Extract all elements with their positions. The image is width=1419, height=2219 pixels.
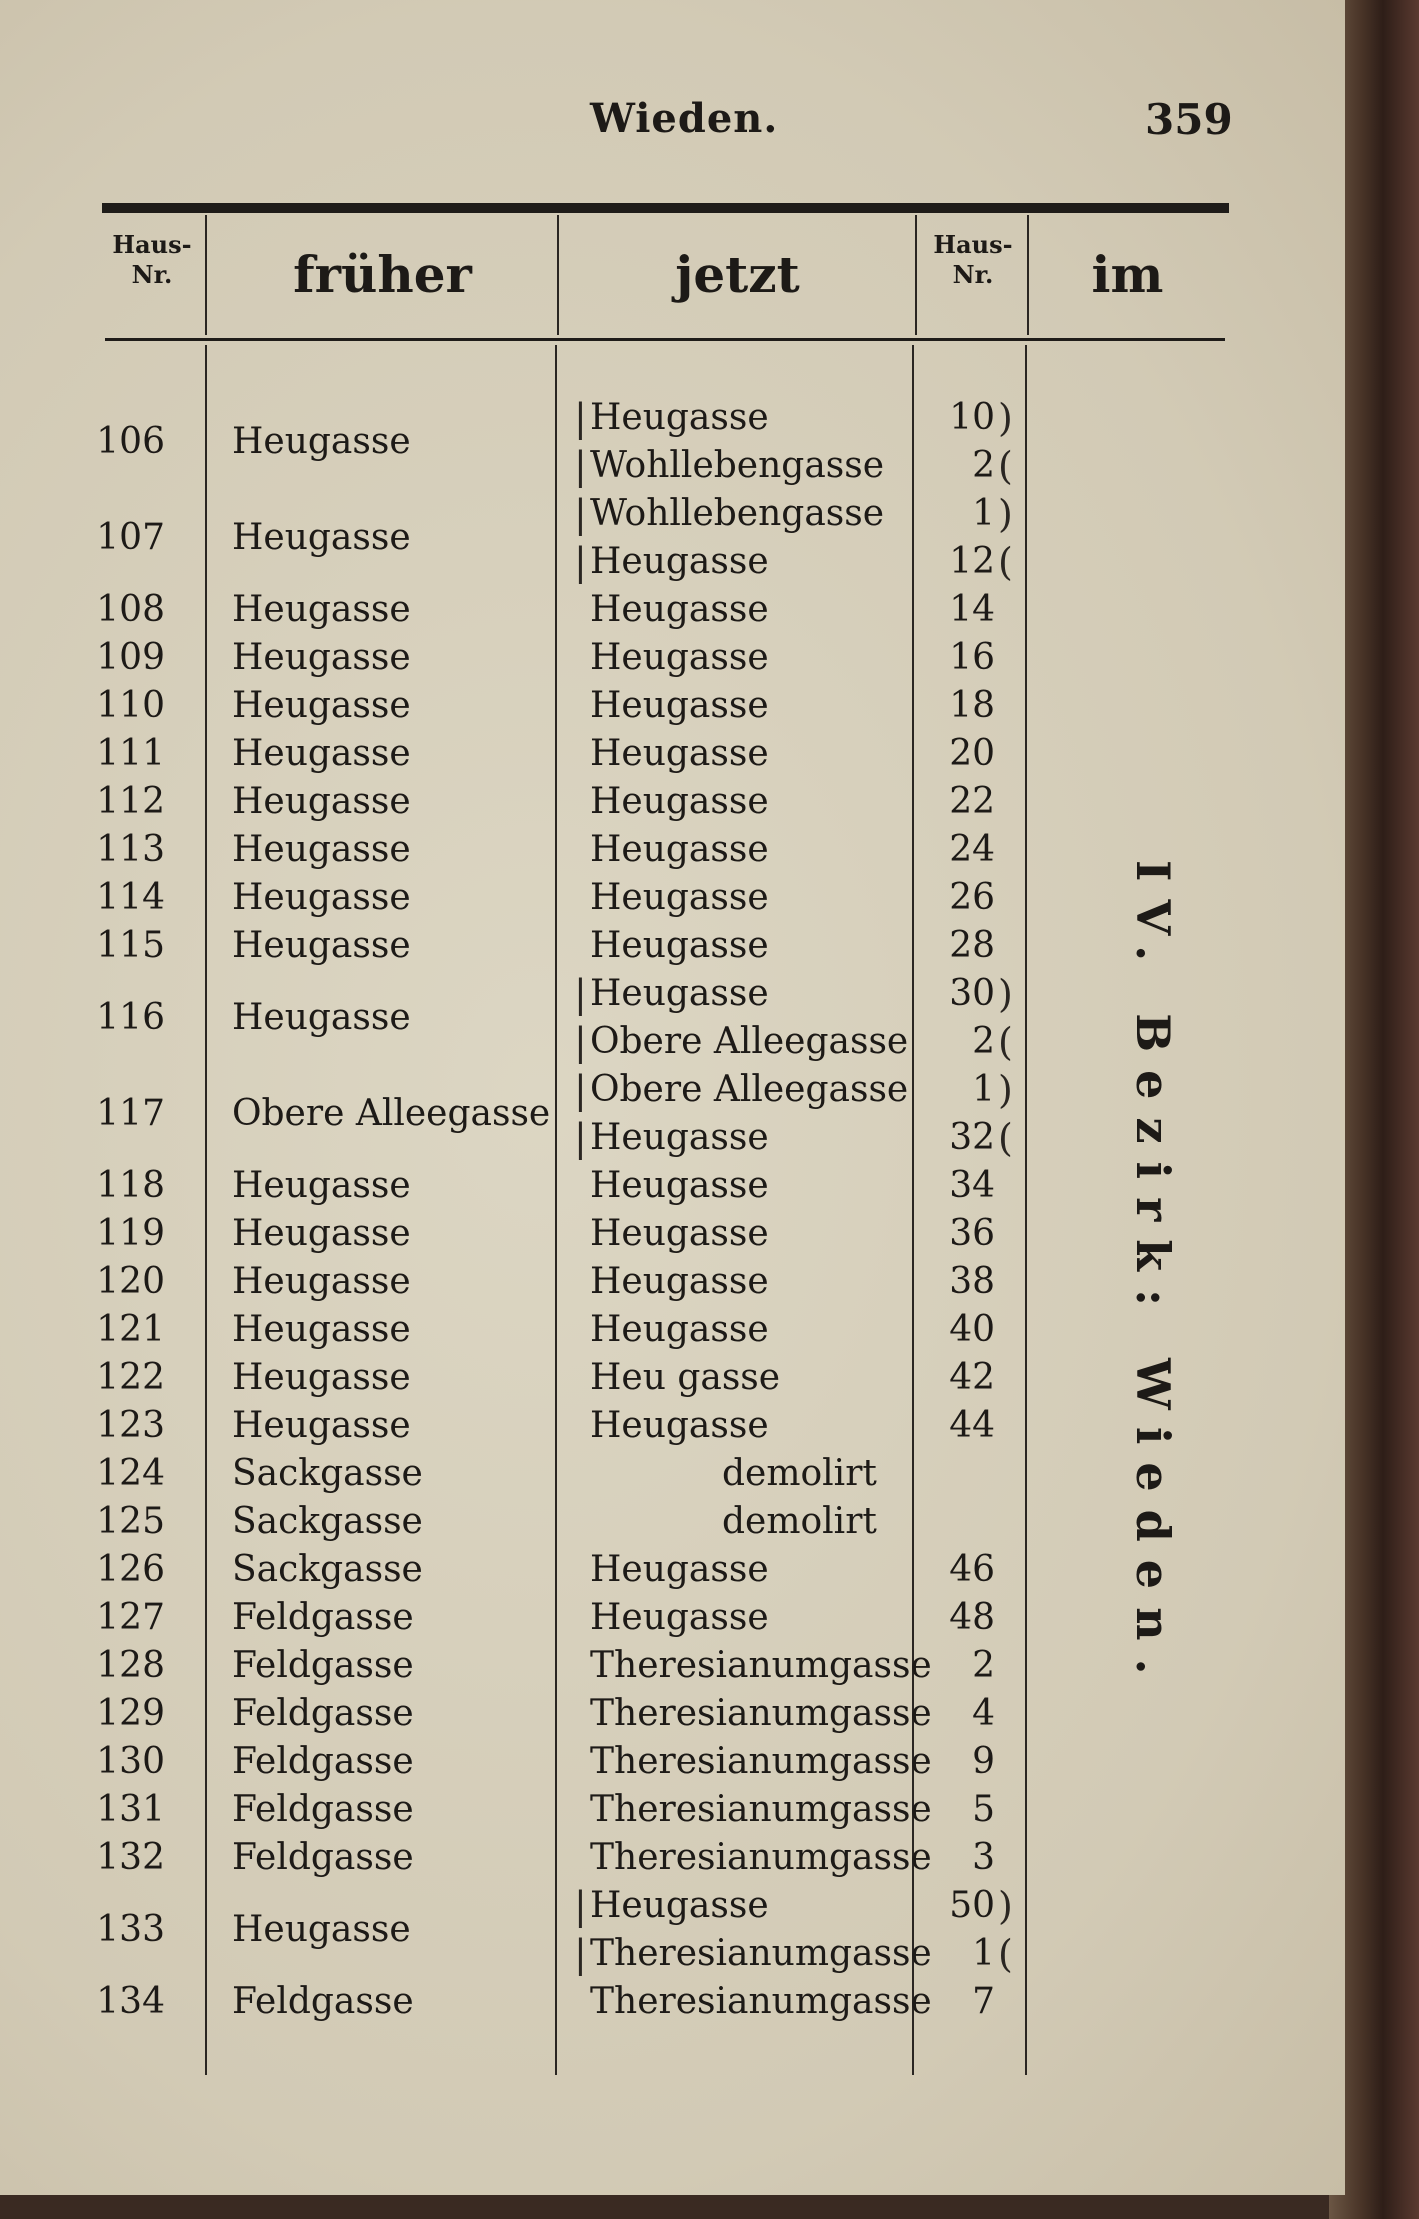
- row-number: 116: [96, 997, 165, 1038]
- row-number: 126: [96, 1549, 165, 1590]
- row-number: 118: [96, 1165, 165, 1206]
- new-street-name: Heugasse: [590, 1213, 769, 1254]
- old-street-name: Feldgasse: [232, 1597, 414, 1638]
- new-street-name: Heugasse: [590, 1885, 769, 1926]
- old-street-name: Heugasse: [232, 685, 411, 726]
- new-street-name: Heugasse: [590, 973, 769, 1014]
- old-street-name: Heugasse: [232, 1357, 411, 1398]
- bracket-left: |: [574, 540, 587, 584]
- row-number: 130: [96, 1741, 165, 1782]
- bracket-right: (: [998, 444, 1013, 488]
- new-street-name: Heugasse: [590, 637, 769, 678]
- row-number: 121: [96, 1309, 165, 1350]
- col-separator: [205, 215, 207, 335]
- row-number: 128: [96, 1645, 165, 1686]
- old-street-name: Heugasse: [232, 1909, 411, 1950]
- row-number: 117: [96, 1093, 165, 1134]
- new-house-number: 22: [949, 781, 995, 822]
- old-street-name: Heugasse: [232, 637, 411, 678]
- new-street-name: Heugasse: [590, 589, 769, 630]
- new-house-number: 10: [949, 397, 995, 438]
- old-street-name: Feldgasse: [232, 1789, 414, 1830]
- new-street-name: Heu gasse: [590, 1357, 781, 1398]
- new-house-number: 50: [949, 1885, 995, 1926]
- row-number: 132: [96, 1837, 165, 1878]
- running-title: Wieden.: [590, 95, 779, 142]
- row-number: 125: [96, 1501, 165, 1542]
- new-street-name: Heugasse: [590, 1549, 769, 1590]
- new-street-name: Heugasse: [590, 925, 769, 966]
- row-number: 112: [96, 781, 165, 822]
- col-header-nr-line2-right: Nr.: [952, 260, 994, 289]
- new-street-name: Theresianumgasse: [590, 1933, 932, 1974]
- old-street-name: Heugasse: [232, 589, 411, 630]
- new-house-number: 1: [972, 1069, 995, 1110]
- bracket-left: |: [574, 396, 587, 440]
- new-street-name: Heugasse: [590, 781, 769, 822]
- old-street-name: Heugasse: [232, 1261, 411, 1302]
- col-separator: [1025, 345, 1027, 2075]
- new-street-name: Theresianumgasse: [590, 1741, 932, 1782]
- new-street-name: Heugasse: [590, 877, 769, 918]
- bracket-left: |: [574, 1068, 587, 1112]
- row-number: 113: [96, 829, 165, 870]
- new-house-number: 9: [972, 1741, 995, 1782]
- old-street-name: Obere Alleegasse: [232, 1093, 551, 1134]
- new-street-name: Heugasse: [590, 1261, 769, 1302]
- new-street-name: Theresianumgasse: [590, 1693, 932, 1734]
- col-separator: [557, 215, 559, 335]
- bracket-right: ): [998, 396, 1013, 440]
- new-street-name: Heugasse: [590, 541, 769, 582]
- bracket-left: |: [574, 1116, 587, 1160]
- row-number: 108: [96, 589, 165, 630]
- new-street-name: Heugasse: [590, 685, 769, 726]
- new-house-number: 3: [972, 1837, 995, 1878]
- row-number: 119: [96, 1213, 165, 1254]
- new-house-number: 46: [949, 1549, 995, 1590]
- new-house-number: 2: [972, 445, 995, 486]
- new-house-number: 2: [972, 1645, 995, 1686]
- bracket-right: (: [998, 540, 1013, 584]
- old-street-name: Heugasse: [232, 829, 411, 870]
- header-rule: [105, 338, 1225, 341]
- new-street-name: Wohllebengasse: [590, 493, 885, 534]
- bracket-right: (: [998, 1020, 1013, 1064]
- row-number: 123: [96, 1405, 165, 1446]
- old-street-name: Heugasse: [232, 733, 411, 774]
- bracket-right: ): [998, 1884, 1013, 1928]
- col-header-haus-nr-left: [98, 230, 206, 290]
- row-number: 107: [96, 517, 165, 558]
- row-number: 114: [96, 877, 165, 918]
- new-house-number: 1: [972, 1933, 995, 1974]
- old-street-name: Feldgasse: [232, 1741, 414, 1782]
- bracket-left: |: [574, 1884, 587, 1928]
- bracket-left: |: [574, 444, 587, 488]
- old-street-name: Heugasse: [232, 925, 411, 966]
- new-house-number: 40: [949, 1309, 995, 1350]
- new-house-number: 30: [949, 973, 995, 1014]
- bracket-right: ): [998, 1068, 1013, 1112]
- row-number: 133: [96, 1909, 165, 1950]
- new-house-number: 38: [949, 1261, 995, 1302]
- page-number: 359: [1145, 95, 1233, 144]
- new-street-name: Heugasse: [590, 1117, 769, 1158]
- col-header-haus-line1-right: Haus-: [933, 230, 1013, 259]
- old-street-name: Heugasse: [232, 421, 411, 462]
- new-street-name: Theresianumgasse: [590, 1981, 932, 2022]
- new-house-number: 34: [949, 1165, 995, 1206]
- demolished-note: demolirt: [722, 1501, 877, 1542]
- top-rule: [102, 203, 1229, 213]
- row-number: 127: [96, 1597, 165, 1638]
- col-header-nr-line2: Nr.: [131, 260, 173, 289]
- bracket-right: (: [998, 1932, 1013, 1976]
- row-number: 109: [96, 637, 165, 678]
- old-street-name: Heugasse: [232, 997, 411, 1038]
- new-house-number: 32: [949, 1117, 995, 1158]
- old-street-name: Feldgasse: [232, 1693, 414, 1734]
- bracket-left: |: [574, 1932, 587, 1976]
- col-separator: [205, 345, 207, 2075]
- old-street-name: Feldgasse: [232, 1837, 414, 1878]
- col-header-im: im: [1091, 245, 1164, 304]
- row-number: 122: [96, 1357, 165, 1398]
- new-house-number: 7: [972, 1981, 995, 2022]
- new-house-number: 28: [949, 925, 995, 966]
- new-house-number: 12: [949, 541, 995, 582]
- new-street-name: Heugasse: [590, 1165, 769, 1206]
- new-house-number: 18: [949, 685, 995, 726]
- new-street-name: Heugasse: [590, 1405, 769, 1446]
- row-number: 106: [96, 421, 165, 462]
- new-house-number: 4: [972, 1693, 995, 1734]
- col-separator: [915, 215, 917, 335]
- old-street-name: Heugasse: [232, 877, 411, 918]
- bracket-right: (: [998, 1116, 1013, 1160]
- new-house-number: 2: [972, 1021, 995, 1062]
- new-house-number: 24: [949, 829, 995, 870]
- district-label: IV. Bezirk: Wieden.: [1126, 860, 1180, 1693]
- new-street-name: Theresianumgasse: [590, 1837, 932, 1878]
- col-header-haus-line1: Haus-: [112, 230, 192, 259]
- old-street-name: Heugasse: [232, 517, 411, 558]
- running-head: [0, 95, 1345, 155]
- bracket-left: |: [574, 1020, 587, 1064]
- col-separator: [555, 345, 557, 2075]
- row-number: 131: [96, 1789, 165, 1830]
- row-number: 120: [96, 1261, 165, 1302]
- new-house-number: 48: [949, 1597, 995, 1638]
- new-street-name: Wohllebengasse: [590, 445, 885, 486]
- row-number: 111: [96, 733, 165, 774]
- new-street-name: Heugasse: [590, 1309, 769, 1350]
- new-street-name: Theresianumgasse: [590, 1789, 932, 1830]
- new-house-number: 20: [949, 733, 995, 774]
- row-number: 129: [96, 1693, 165, 1734]
- new-house-number: 16: [949, 637, 995, 678]
- old-street-name: Heugasse: [232, 1165, 411, 1206]
- new-street-name: Obere Alleegasse: [590, 1069, 909, 1110]
- bracket-left: |: [574, 972, 587, 1016]
- new-house-number: 5: [972, 1789, 995, 1830]
- bracket-right: ): [998, 492, 1013, 536]
- row-number: 110: [96, 685, 165, 726]
- old-street-name: Sackgasse: [232, 1549, 423, 1590]
- old-street-name: Heugasse: [232, 1405, 411, 1446]
- new-house-number: 36: [949, 1213, 995, 1254]
- new-house-number: 26: [949, 877, 995, 918]
- col-header-jetzt: jetzt: [675, 245, 800, 304]
- old-street-name: Sackgasse: [232, 1501, 423, 1542]
- new-street-name: Obere Alleegasse: [590, 1021, 909, 1062]
- demolished-note: demolirt: [722, 1453, 877, 1494]
- new-street-name: Heugasse: [590, 829, 769, 870]
- old-street-name: Feldgasse: [232, 1645, 414, 1686]
- col-separator: [1027, 215, 1029, 335]
- bracket-left: |: [574, 492, 587, 536]
- old-street-name: Feldgasse: [232, 1981, 414, 2022]
- new-street-name: Heugasse: [590, 1597, 769, 1638]
- new-house-number: 1: [972, 493, 995, 534]
- row-number: 115: [96, 925, 165, 966]
- old-street-name: Heugasse: [232, 781, 411, 822]
- col-header-frueher: früher: [293, 245, 472, 304]
- old-street-name: Heugasse: [232, 1309, 411, 1350]
- col-header-haus-nr-right: [918, 230, 1028, 290]
- new-house-number: 44: [949, 1405, 995, 1446]
- bracket-right: ): [998, 972, 1013, 1016]
- row-number: 134: [96, 1981, 165, 2022]
- row-number: 124: [96, 1453, 165, 1494]
- new-house-number: 42: [949, 1357, 995, 1398]
- new-street-name: Heugasse: [590, 397, 769, 438]
- new-house-number: 14: [949, 589, 995, 630]
- old-street-name: Sackgasse: [232, 1453, 423, 1494]
- old-street-name: Heugasse: [232, 1213, 411, 1254]
- new-street-name: Theresianumgasse: [590, 1645, 932, 1686]
- new-street-name: Heugasse: [590, 733, 769, 774]
